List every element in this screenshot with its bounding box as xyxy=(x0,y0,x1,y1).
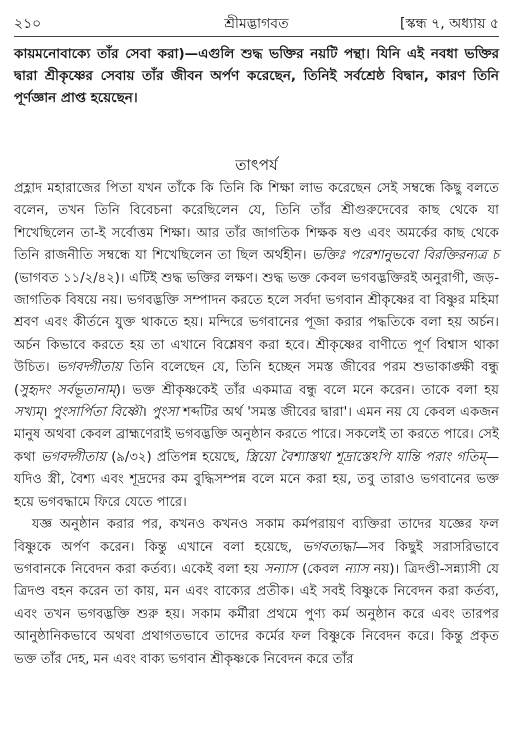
header-rule xyxy=(14,36,499,37)
text-run: যজ্ঞ অনুষ্ঠান করার পর, কখনও কখনও সকাম কর্মপরায়ণ ব্যক্তিরা তাদের যজ্ঞের ফল বিষ্ণুকে অর্পণ করেন। কিন্তু এখানে বলা হয়েছে, xyxy=(14,517,499,555)
purport-body xyxy=(14,178,499,671)
sanskrit-quote: সুহৃদং সর্বভূতানাম্ xyxy=(19,382,116,398)
sanskrit-term: সন্যাস xyxy=(263,561,297,577)
text-run: )। ভক্ত শ্রীকৃষ্ণকেই তাঁর একমাত্র বন্ধু বলে মনে করেন। তাকে বলা হয় xyxy=(115,382,499,398)
sanskrit-quote: স্ত্রিয়ো বৈশ্যাস্তথা শূদ্রাস্তেঽপি যান্তি পরাং গতিম্ xyxy=(244,449,486,465)
purport-heading: তাৎপর্য xyxy=(235,156,278,174)
sanskrit-term: পুংসা xyxy=(151,405,179,421)
book-page xyxy=(14,0,499,735)
text-run: (কেবল xyxy=(296,561,345,577)
text-run: —সব কিছুই সরাসরিভাবে ভগবানকে নিবেদন করা কর্তব্য। একেই বলা হয় xyxy=(14,539,499,577)
text-run: শব্দটির অর্থ 'সমস্ত জীবের দ্বারা'। এমন নয় যে কেবল একজন মানুষ অথবা কেবল ব্রাহ্মণেরাই ভগবদ্ভক্তি অনুষ্ঠান করতে পারে। সকলেই তা করতে পারে। সেই কথা xyxy=(14,405,499,465)
sanskrit-quote: ভক্তিঃ পরেশানুভবো বিরক্তিরন্যত্র চ xyxy=(311,248,499,264)
text-run: নয়)। ত্রিদণ্ডী-সন্ন্যাসী যে ত্রিদণ্ড বহন করেন তা কায়, মন এবং বাক্যের প্রতীক। এই সবই বিষ্ণুকে নিবেদন করা কর্তব্য, এবং তখন ভগবদ্ভক্তি শুরু হয়। সকাম কর্মীরা প্রথমে পুণ্য কর্ম অনুষ্ঠান করে এবং তারপর আনুষ্ঠানিকভাবে অথবা প্রথাগতভাবে তাদের কর্মের ফল বিষ্ণুকে নিবেদন করে। কিন্তু প্রকৃত ভক্ত তাঁর দেহ, মন এবং বাক্য ভগবান শ্রীকৃষ্ণকে নিবেদন করে তাঁর xyxy=(14,561,500,667)
text-run: (৯/৩২) প্রতিপন্ন হয়েছে, xyxy=(105,449,245,465)
purport-paragraph xyxy=(14,514,499,671)
text-run: তিনি বলেছেন যে, তিনি হচ্ছেন সমস্ত জীবের পরম শুভাকাঙ্ক্ষী বন্ধু ( xyxy=(14,360,499,398)
text-run: । xyxy=(42,405,53,421)
sanskrit-term: সখ্যম্ xyxy=(14,405,43,421)
text-run: (ভাগবত ১১/২/৪২)। এটিই শুদ্ধ ভক্তির লক্ষণ। শুদ্ধ ভক্ত কেবল ভগবদ্ভক্তিরই অনুরাগী, জড়-জাগতিক বিষয়ে নয়। ভগবদ্ভক্তি সম্পাদন করতে হলে সর্বদা ভগবান শ্রীকৃষ্ণের বা বিষ্ণুর মহিমা শ্রবণ এবং কীর্তনে যুক্ত থাকতে হয়। মন্দিরে ভগবানের পূজা করার পদ্ধতিকে বলা হয় অর্চন। অর্চন কিভাবে করতে হয় তা এখানে বিশ্লেষণ করা হবে। শ্রীকৃষ্ণের বাণীতে পূর্ণ বিশ্বাস থাকা উচিত। xyxy=(14,270,499,376)
scripture-title: ভগবদ্গীতায় xyxy=(40,449,106,465)
sanskrit-quote: পুংসার্পিতা বিষ্ণৌ xyxy=(52,405,142,421)
verse-translation: কায়মনোবাক্যে তাঁর সেবা করা)—এগুলি শুদ্ধ ভক্তির নয়টি পন্থা। যিনি এই নবধা ভক্তির দ্বারা শ্রীকৃষ্ণের সেবায় তাঁর জীবন অর্পণ করেছেন, তিনিই সর্বশ্রেষ্ঠ বিদ্বান, কারণ তিনি পূর্ণজ্ঞান প্রাপ্ত হয়েছেন। xyxy=(14,46,499,106)
text-run: প্রহ্লাদ মহারাজের পিতা যখন তাঁকে কি তিনি কি শিক্ষা লাভ করেছেন সেই সম্বন্ধে কিছু বলতে বলেন, তখন তিনি বিবেচনা করেছিলেন যে, তিনি তাঁর শ্রীগুরুদেবের কাছ থেকে যা শিখেছিলেন তা-ই সর্বোত্তম শিক্ষা। আর তাঁর জাগতিক শিক্ষক ষণ্ড এবং অমর্কের কাছ থেকে তিনি রাজনীতি সম্বন্ধে যা শিখেছিলেন তা ছিল অর্থহীন। xyxy=(14,181,499,264)
sanskrit-term: ভগবত্যদ্ধা xyxy=(302,539,356,555)
scripture-title: ভগবদ্গীতায় xyxy=(56,360,122,376)
canto-chapter: [স্কন্ধ ৭, অধ্যায় ৫ xyxy=(400,16,499,32)
page-number: ২১০ xyxy=(14,16,42,32)
text-run: । xyxy=(141,405,152,421)
purport-paragraph xyxy=(14,178,499,514)
text-run: —যদিও স্ত্রী, বৈশ্য এবং শূদ্রদের কম বুদ্ধিসম্পন্ন বলে মনে করা হয়, তবু তারাও ভগবানের ভক্ত হয়ে ভগবদ্ধামে ফিরে যেতে পারে। xyxy=(14,449,499,510)
book-title: শ্রীমদ্ভাগবত xyxy=(224,16,289,32)
running-header xyxy=(14,12,499,36)
sanskrit-term: ন্যাস xyxy=(344,561,369,577)
